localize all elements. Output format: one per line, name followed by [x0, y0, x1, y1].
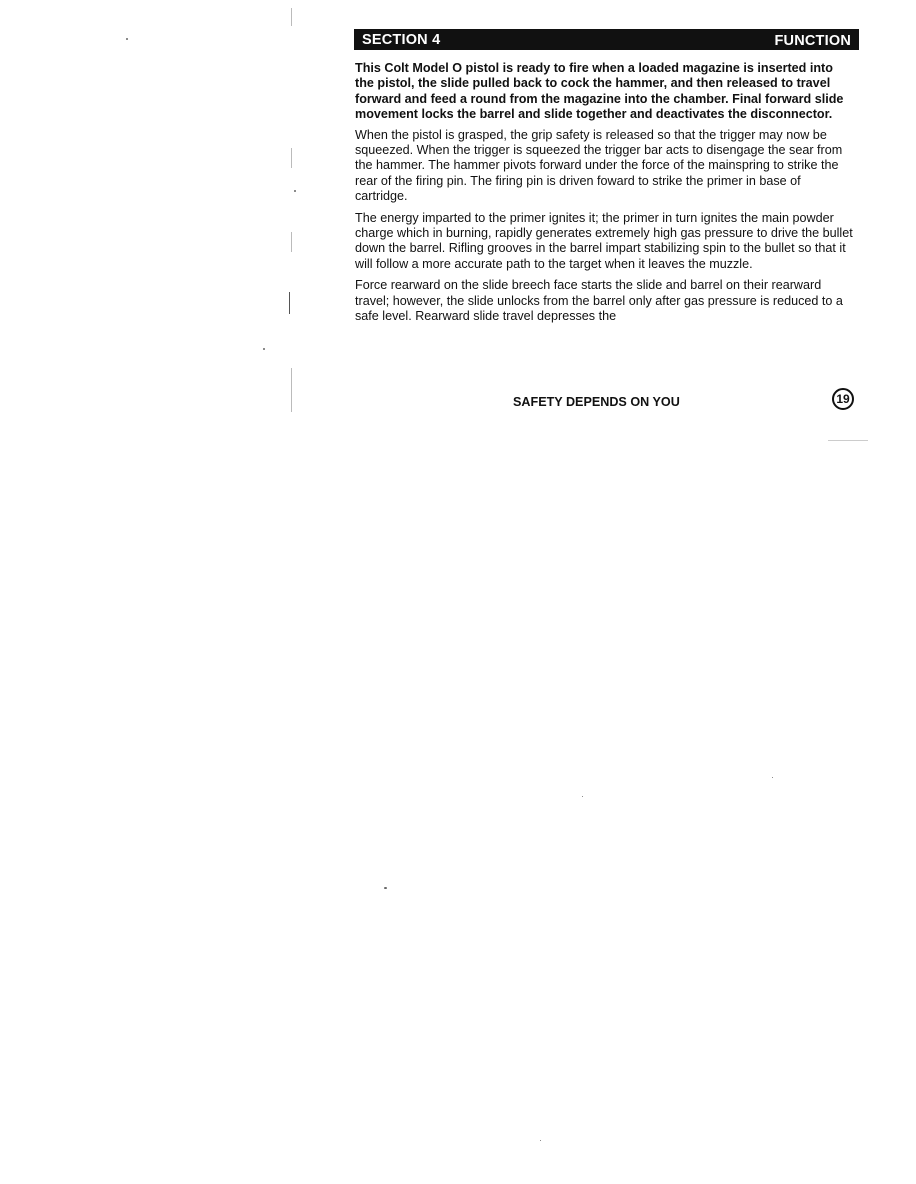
scan-speck	[772, 777, 773, 778]
scan-speck	[582, 796, 583, 797]
scan-speck	[384, 887, 387, 889]
scan-speck	[263, 348, 265, 350]
scan-speck	[126, 38, 128, 40]
scan-speck	[294, 190, 296, 192]
scan-artifact-line	[289, 292, 290, 314]
scan-artifact-line	[828, 440, 868, 441]
safety-slogan: SAFETY DEPENDS ON YOU	[513, 395, 680, 409]
page-number-badge: 19	[832, 388, 854, 410]
scan-artifact-line	[291, 232, 292, 252]
topic-label: FUNCTION	[774, 32, 851, 49]
scan-artifact-line	[291, 8, 292, 26]
intro-paragraph: This Colt Model O pistol is ready to fire when a loaded magazine is inserted into the pistol, the slide pulled back to cock the hammer, and then released to travel forward and feed a round from the magazine into the chamber. Final forward slide movement locks the barrel and slide together and deactivates the disconnector.	[355, 61, 844, 122]
scan-artifact-line	[291, 368, 292, 412]
page-footer	[355, 388, 860, 418]
body-text	[355, 61, 855, 331]
recoil-paragraph: Force rearward on the slide breech face starts the slide and barrel on their rearward travel; however, the slide unlocks from the barrel only after gas pressure is reduced to a safe level. Rearward slide travel depresses the	[355, 278, 843, 324]
section-label: SECTION 4	[362, 32, 441, 48]
ignition-paragraph: The energy imparted to the primer ignites it; the primer in turn ignites the main powder charge which in burning, rapidly generates extremely high gas pressure to drive the bullet down the barrel. Rifling grooves in the barrel impart stabilizing spin to the bullet so that it will follow a more accurate path to the target when it leaves the muzzle.	[355, 210, 853, 271]
trigger-paragraph: When the pistol is grasped, the grip safety is released so that the trigger may now be squeezed. When the trigger is squeezed the trigger bar acts to disengage the sear from the hammer. The hammer pivots forward under the force of the mainspring to strike the rear of the firing pin. The firing pin is driven foward to strike the primer in base of cartridge.	[355, 127, 843, 204]
scan-artifact-line	[291, 148, 292, 168]
scan-speck	[540, 1140, 541, 1141]
section-header-bar	[354, 29, 859, 50]
